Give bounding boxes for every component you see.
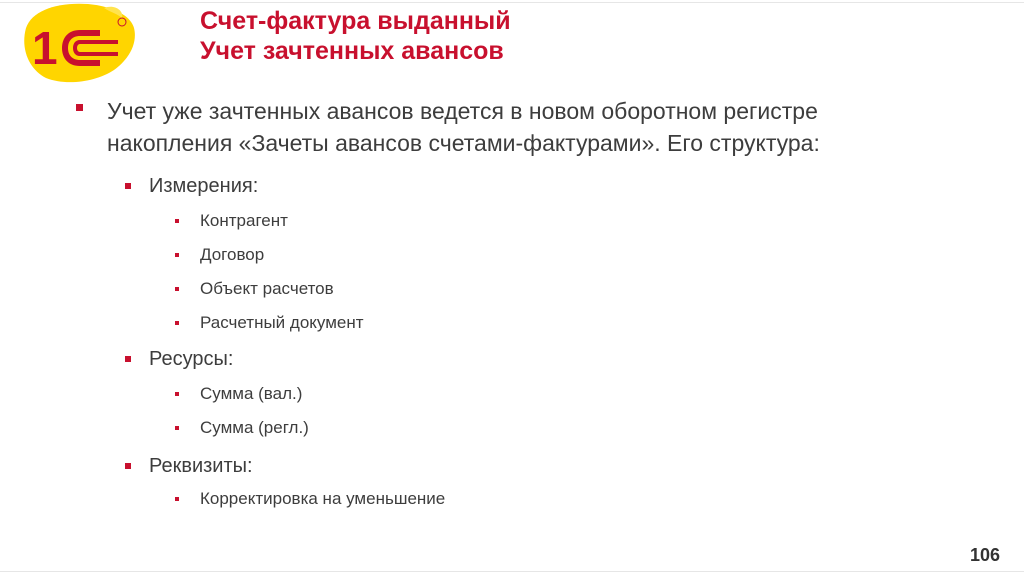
group-label: Измерения:	[149, 175, 259, 197]
group-dimensions	[125, 174, 258, 198]
bullet-marker	[175, 426, 179, 430]
intro-text: Учет уже зачтенных авансов ведется в новом оборотном регистре накопления «Зачеты авансов счетами-фактурами». Его структура:	[107, 98, 820, 156]
list-item-label: Корректировка на уменьшение	[200, 489, 446, 508]
bullet-marker	[175, 219, 179, 223]
group-resources	[125, 347, 233, 371]
bullet-marker	[175, 287, 179, 291]
page-number: 106	[969, 545, 1000, 565]
group-label: Реквизиты:	[149, 455, 253, 477]
group-label: Ресурсы:	[149, 348, 234, 370]
list-item-label: Контрагент	[200, 211, 288, 230]
list-item	[175, 279, 334, 299]
list-item-label: Сумма (регл.)	[200, 418, 309, 437]
group-attributes	[125, 454, 253, 478]
list-item-label: Объект расчетов	[200, 279, 334, 298]
list-item-label: Расчетный документ	[200, 313, 364, 332]
title-line-1: Счет-фактура выданный	[200, 7, 511, 35]
bullet-marker	[175, 497, 179, 501]
bullet-marker	[125, 183, 131, 189]
title-line-2: Учет зачтенных авансов	[200, 37, 504, 65]
list-item-label: Договор	[200, 245, 265, 264]
list-item	[175, 489, 445, 509]
list-item	[175, 313, 364, 333]
svg-text:1: 1	[32, 22, 58, 74]
bottom-border	[0, 571, 1024, 572]
list-item	[175, 211, 288, 231]
bullet-marker	[175, 253, 179, 257]
list-item	[175, 418, 309, 438]
bullet-marker	[125, 356, 131, 362]
bullet-marker	[175, 392, 179, 396]
intro-bullet	[76, 95, 927, 159]
list-item	[175, 245, 264, 265]
bullet-marker	[76, 104, 83, 111]
bullet-marker	[175, 321, 179, 325]
list-item	[175, 384, 302, 404]
list-item-label: Сумма (вал.)	[200, 384, 303, 403]
bullet-marker	[125, 463, 131, 469]
